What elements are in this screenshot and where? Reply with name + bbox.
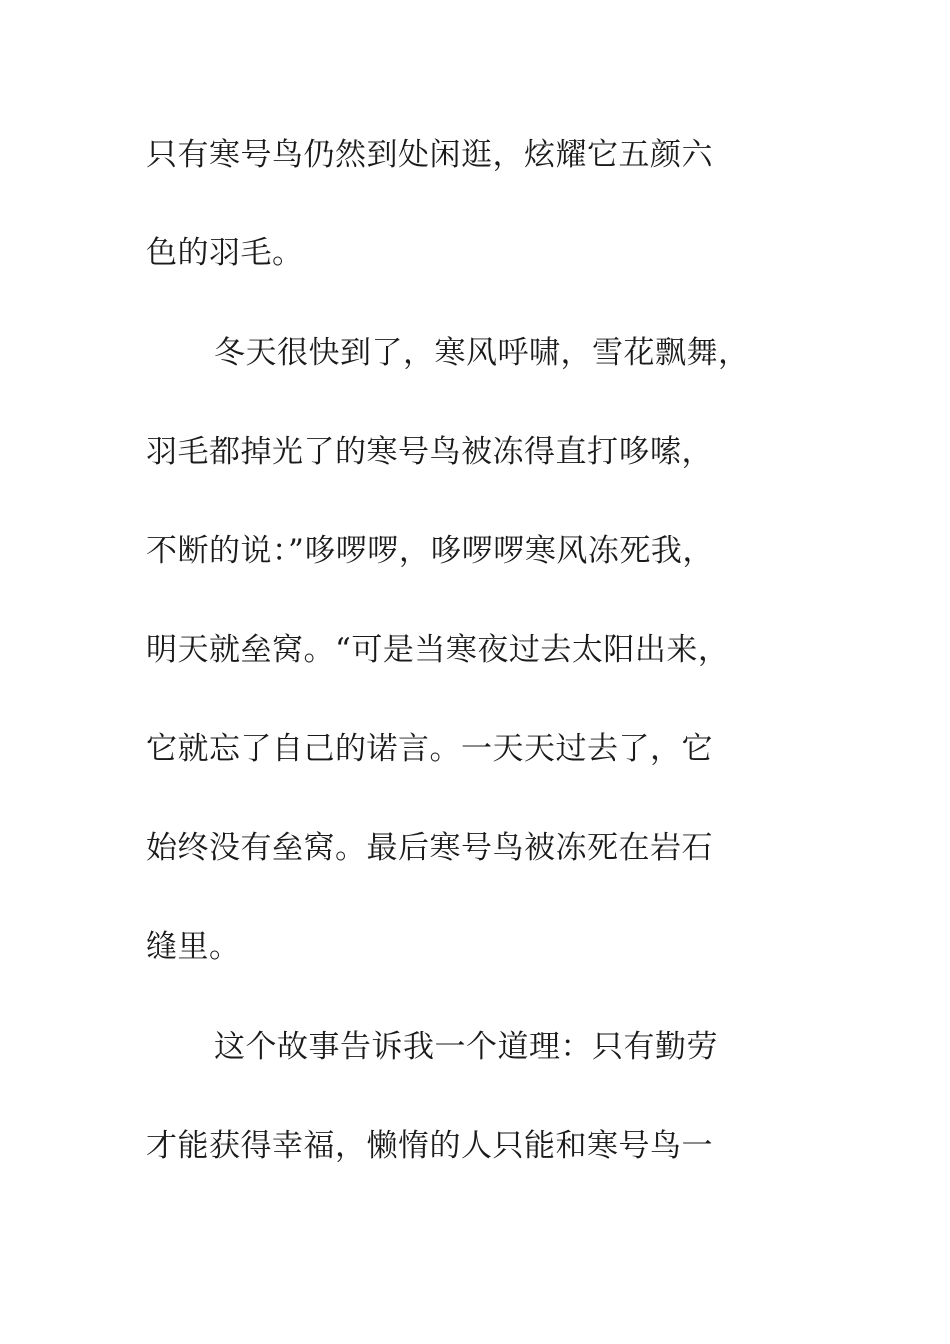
text-line: 明天就垒窝。“可是当寒夜过去太阳出来，	[146, 632, 730, 668]
text-line: 缝里。	[146, 929, 241, 965]
text-line: 始终没有垒窝。最后寒号鸟被冻死在岩石	[146, 830, 713, 866]
text-line: 只有寒号鸟仍然到处闲逛，炫耀它五颜六	[146, 137, 713, 173]
text-line: 色的羽毛。	[146, 235, 304, 271]
text-line: 羽毛都掉光了的寒号鸟被冻得直打哆嗦，	[146, 434, 713, 470]
paragraph-start-line: 冬天很快到了，寒风呼啸，雪花飘舞，	[214, 335, 750, 371]
text-line: 它就忘了自己的诺言。一天天过去了，它	[146, 731, 713, 767]
text-line: 不断的说：”哆啰啰，哆啰啰寒风冻死我，	[146, 533, 714, 569]
paragraph-start-line: 这个故事告诉我一个道理：只有勤劳	[214, 1029, 718, 1065]
text-line: 才能获得幸福，懒惰的人只能和寒号鸟一	[146, 1128, 713, 1164]
